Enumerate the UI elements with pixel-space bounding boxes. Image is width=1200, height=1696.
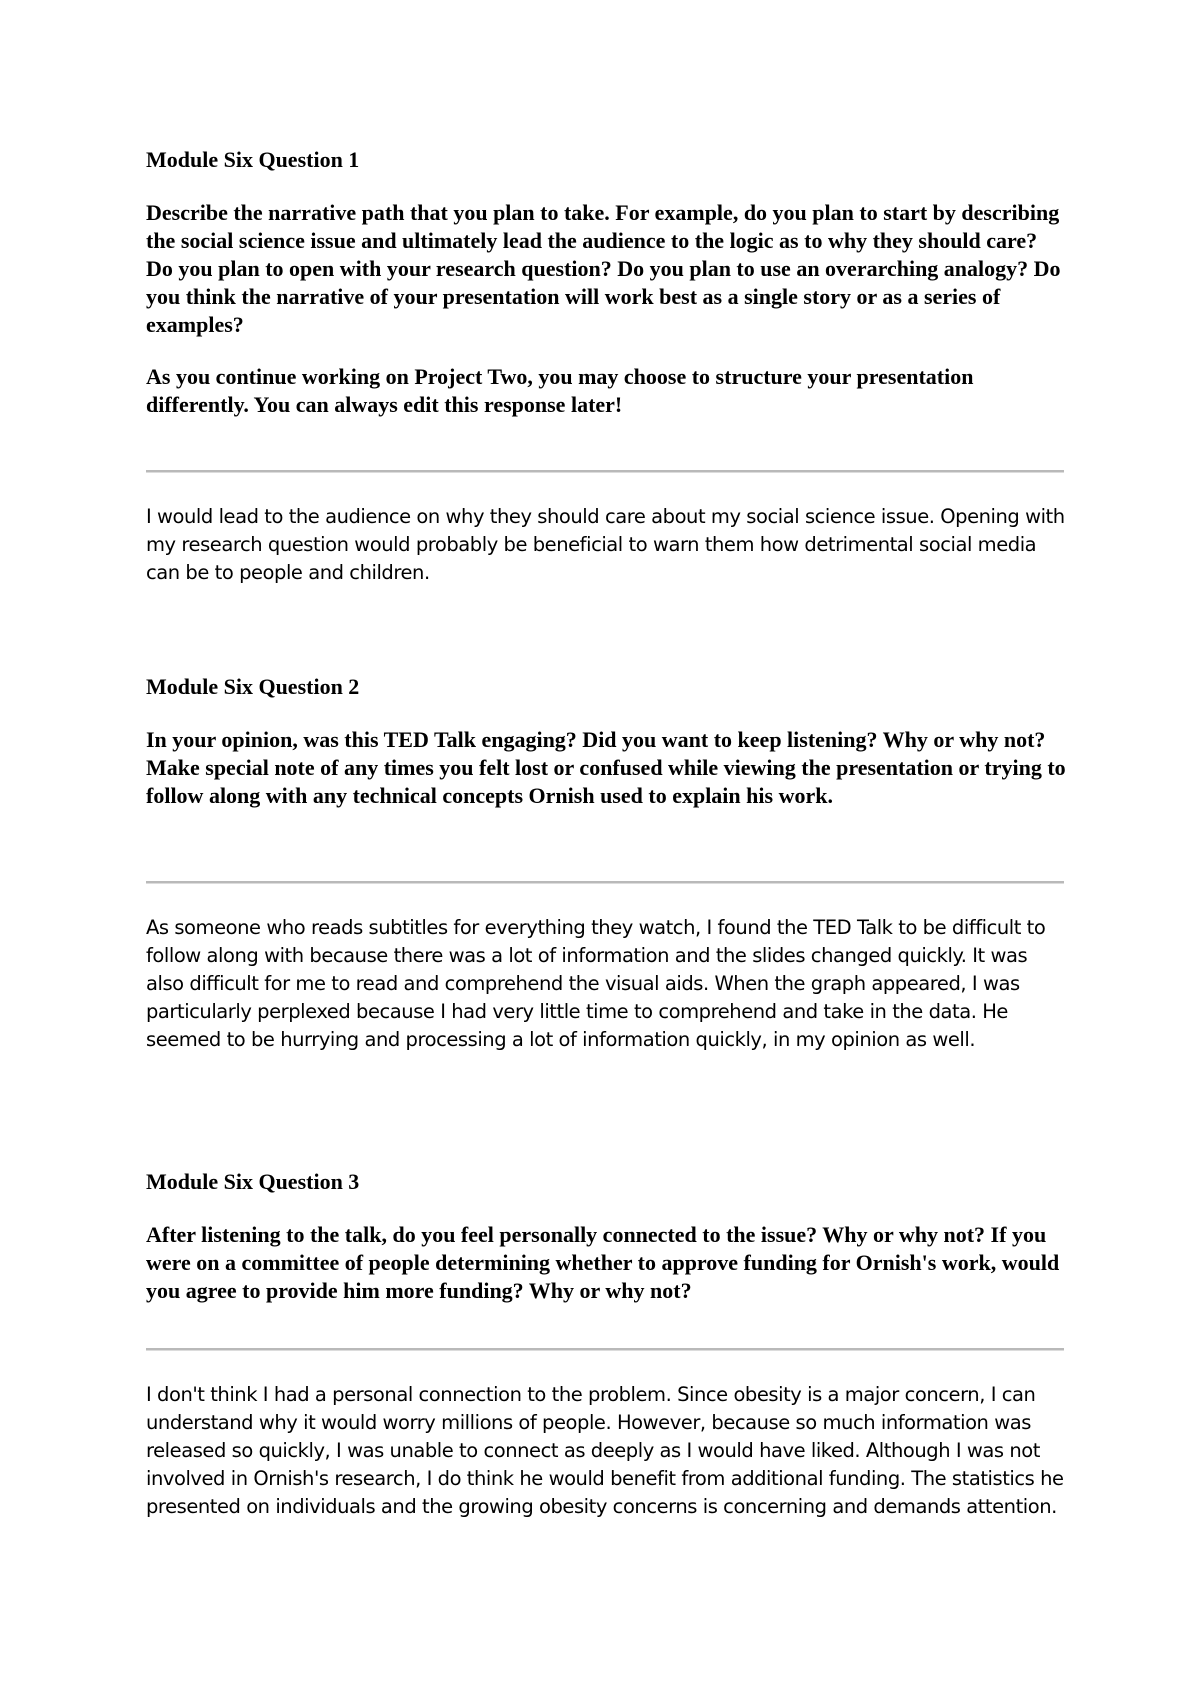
question-title: Module Six Question 3 <box>146 1169 360 1194</box>
answer-divider <box>146 470 1064 473</box>
question-prompt: In your opinion, was this TED Talk engaging? Did you want to keep listening? Why or why not? Make special note of any times you felt lost or confused while viewing the presentation or trying to follow along with any technical concepts Ornish used to explain his work. <box>146 727 1066 808</box>
answer-divider <box>146 1348 1064 1351</box>
question-note: As you continue working on Project Two, you may choose to structure your presentation differently. You can always edit this response later! <box>146 364 974 417</box>
question-prompt: After listening to the talk, do you feel personally connected to the issue? Why or why not? If you were on a committee of people determining whether to approve funding for Ornish's work, would you agree to provide him more funding? Why or why not? <box>146 1222 1060 1303</box>
answer-text: As someone who reads subtitles for everything they watch, I found the TED Talk to be difficult to follow along with because there was a lot of information and the slides changed quickly. It was also difficult for me to read and comprehend the visual aids. When the graph appeared, I was particularly perplexed because I had very little time to comprehend and take in the data. He seemed to be hurrying and processing a lot of information quickly, in my opinion as well. <box>146 916 1046 1051</box>
question-title: Module Six Question 2 <box>146 674 360 699</box>
module-six-question-1 <box>146 146 1066 419</box>
answer-text: I would lead to the audience on why they should care about my social science issue. Opening with my research question would probably be beneficial to warn them how detrimental social media can be to people and children. <box>146 505 1065 584</box>
answer-text: I don't think I had a personal connection to the problem. Since obesity is a major concern, I can understand why it would worry millions of people. However, because so much information was released so quickly, I was unable to connect as deeply as I would have liked. Although I was not involved in Ornish's research, I do think he would benefit from additional funding. The statistics he presented on individuals and the growing obesity concerns is concerning and demands attention. <box>146 1383 1064 1518</box>
module-six-question-3 <box>146 1168 1066 1305</box>
question-title: Module Six Question 1 <box>146 147 360 172</box>
question-prompt: Describe the narrative path that you plan to take. For example, do you plan to start by describing the social science issue and ultimately lead the audience to the logic as to why they should care? Do you plan to open with your research question? Do you plan to use an overarching analogy? Do you think the narrative of your presentation will work best as a single story or as a series of examples? <box>146 200 1061 337</box>
module-six-question-2 <box>146 673 1066 810</box>
answer-divider <box>146 881 1064 884</box>
